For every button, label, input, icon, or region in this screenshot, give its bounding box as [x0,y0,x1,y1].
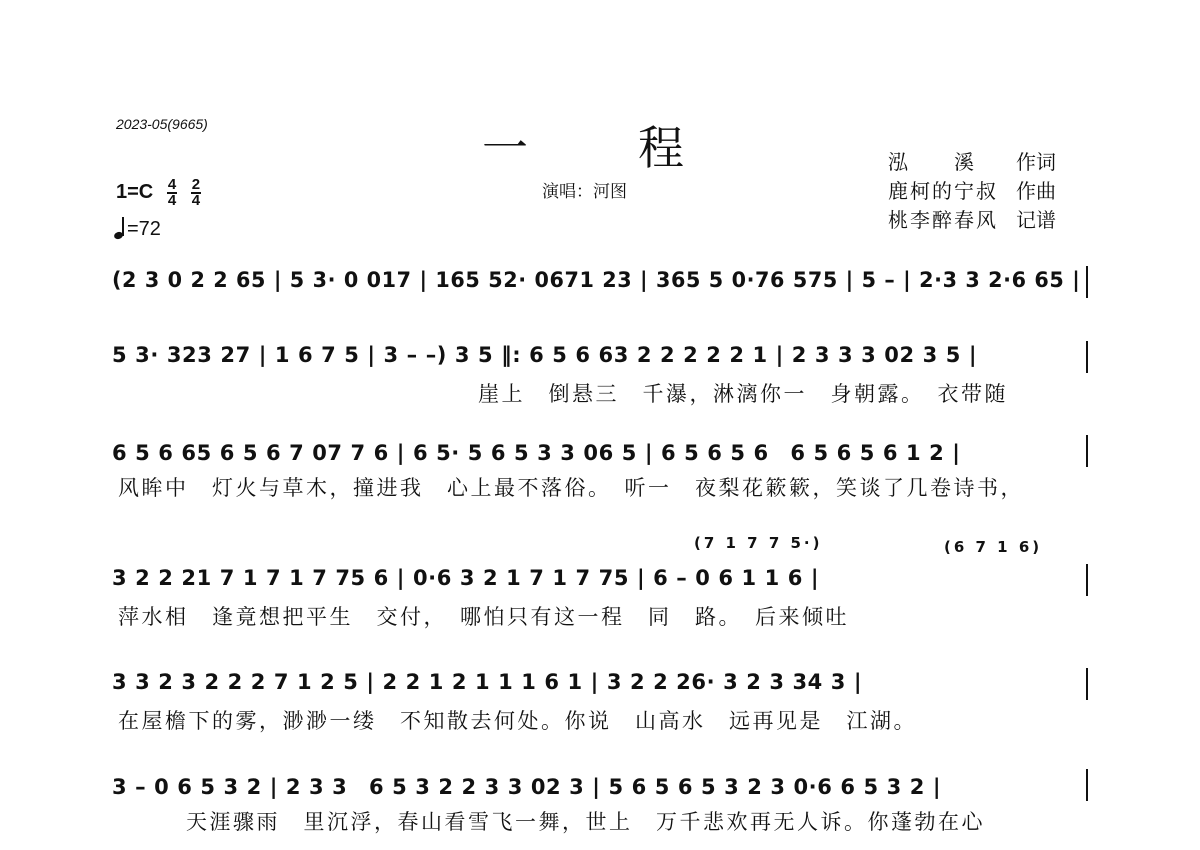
lyric-line-6: 天涯骤雨 里沉浮，春山看雪飞一舞，世上 万千悲欢再无人诉。你蓬勃在心 [186,810,985,834]
composer-name: 鹿柯的宁叔 [888,179,998,203]
notation-line-1: (2 3 0 2 2 65 | 5 3· 0 017 | 165 52· 0671 23 | 365 5 0·76 575 | 5 – | 2·3 3 2·6 65 | [112,268,1081,292]
barline-end-2 [1086,341,1088,373]
time-signature-1: $\frac{4}{4}$ [167,176,177,209]
credits-block [888,148,1056,235]
barline-end-1 [1086,266,1088,298]
credit-lyricist [888,148,1056,177]
notation-line-5: 3 3 2 3 2 2 2 7 1 2 5 | 2 2 1 2 1 1 1 6 1 | 3 2 2 26· 3 2 3 34 3 | [112,670,863,694]
time-signature-2: $\frac{2}{4}$ [191,176,201,209]
barline-end-3 [1086,435,1088,467]
key-and-meter [116,178,201,207]
alternate-notes-a: (7 1 7 7 5·) [694,534,823,552]
singer-credit: 演唱：河图 [542,182,627,202]
lyric-line-2: 崖上 倒悬三 千瀑，淋漓你一 身朝露。 衣带随 [478,382,1008,406]
score-catalog-code: 2023-05(9665) [116,116,208,132]
barline-end-5 [1086,668,1088,700]
quarter-note-icon [114,217,124,239]
alternate-notes-b: (6 7 1 6) [944,538,1043,556]
notation-line-4: 3 2 2 21 7 1 7 1 7 75 6 | 0·6 3 2 1 7 1 7 75 | 6 – 0 6 1 1 6 | [112,566,820,590]
credit-transcriber [888,206,1056,235]
notation-line-6: 3 – 0 6 5 3 2 | 2 3 3 6 5 3 2 2 3 3 02 3 | 5 6 5 6 5 3 2 3 0·6 6 5 3 2 | [112,775,942,799]
composer-role: 作曲 [1016,179,1056,203]
lyric-line-3: 风眸中 灯火与草木，撞进我 心上最不落俗。 听一 夜梨花簌簌，笑谈了几卷诗书， [118,476,1024,500]
credit-composer [888,177,1056,206]
lyric-line-5: 在屋檐下的雾，渺渺一缕 不知散去何处。你说 山高水 远再见是 江湖。 [118,709,917,733]
notation-line-3: 6 5 6 65 6 5 6 7 07 7 6 | 6 5· 5 6 5 3 3 06 5 | 6 5 6 5 6 6 5 6 5 6 1 2 | [112,441,961,465]
lyricist-role: 作词 [1016,150,1056,174]
lyric-line-4: 萍水相 逢竟想把平生 交付， 哪怕只有这一程 同 路。 后来倾吐 [118,605,849,629]
transcriber-name: 桃李醉春风 [888,208,998,232]
lyricist-name: 泓 溪 [888,150,976,174]
barline-end-6 [1086,769,1088,801]
transcriber-role: 记谱 [1016,208,1056,232]
tempo-marking: =72 [114,217,161,241]
key-signature: 1=C [116,180,154,203]
barline-end-4 [1086,564,1088,596]
song-title: 一程 [482,121,794,175]
notation-line-2: 5 3· 323 27 | 1 6 7 5 | 3 – –) 3 5 ‖: 6 5 6 63 2 2 2 2 2 1 | 2 3 3 3 02 3 5 | [112,343,978,367]
